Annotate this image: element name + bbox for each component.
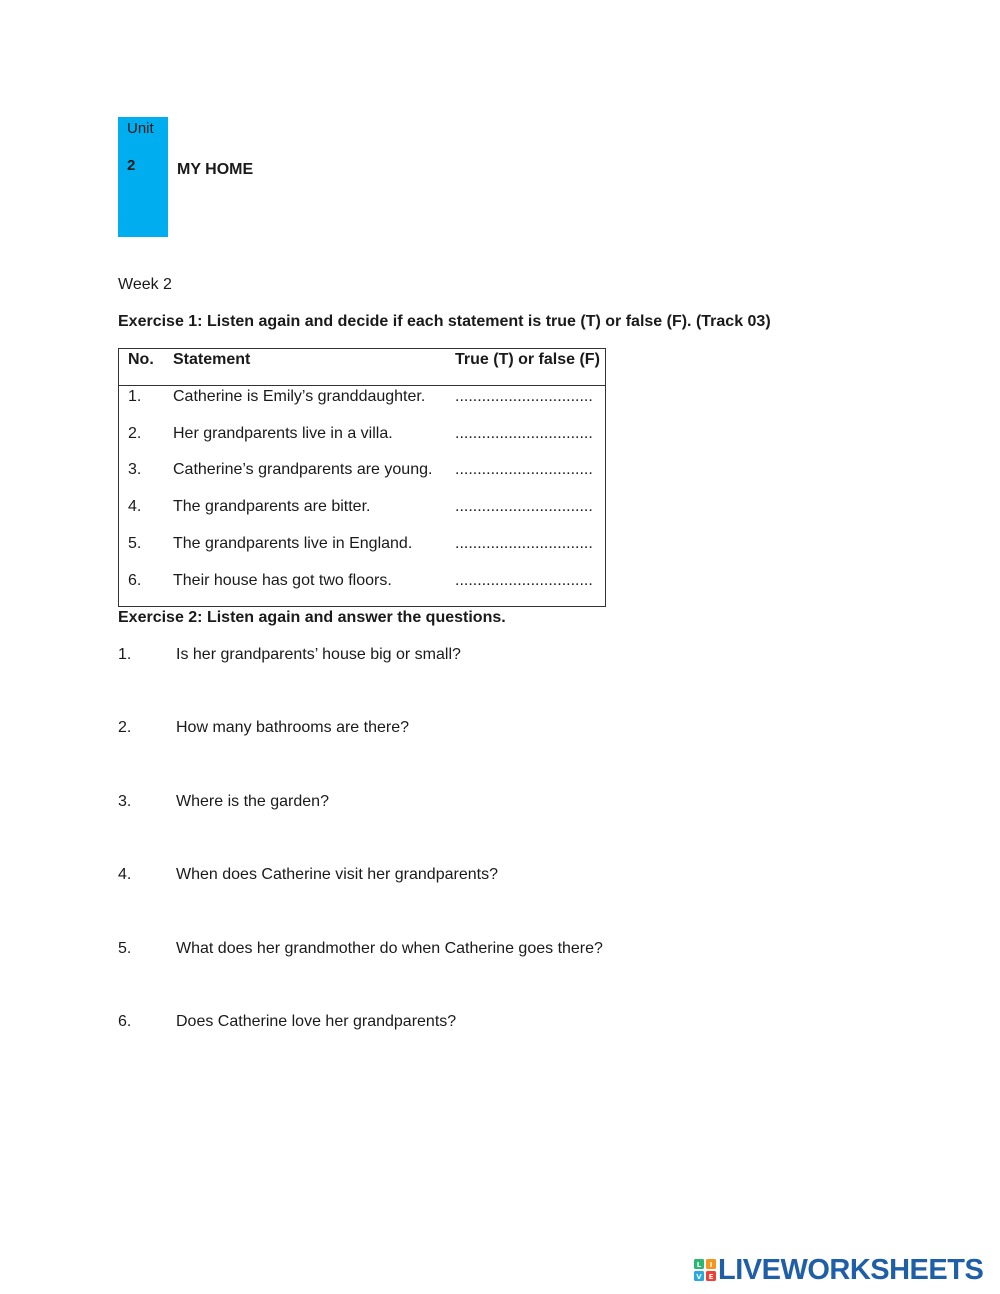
liveworksheets-logo-icon xyxy=(694,1259,716,1281)
week-label: Week 2 xyxy=(118,276,172,293)
question-item xyxy=(118,646,818,670)
question-item xyxy=(118,940,818,964)
question-text: Is her grandparents’ house big or small? xyxy=(176,646,461,663)
exercise-1-table xyxy=(118,348,606,607)
question-number: 6. xyxy=(118,1013,132,1030)
exercise-1-title: Exercise 1: Listen again and decide if each statement is true (T) or false (F). (Track 03) xyxy=(118,313,771,330)
question-number: 4. xyxy=(118,866,132,883)
question-item xyxy=(118,719,818,743)
table-row xyxy=(119,461,605,498)
table-row xyxy=(119,388,605,425)
question-text: How many bathrooms are there? xyxy=(176,719,409,736)
answer-blank[interactable]: ............................... xyxy=(455,425,593,442)
row-statement: Their house has got two floors. xyxy=(173,572,392,589)
answer-blank[interactable]: ............................... xyxy=(455,572,593,589)
row-statement: The grandparents live in England. xyxy=(173,535,413,552)
table-row xyxy=(119,572,605,609)
question-number: 3. xyxy=(118,793,132,810)
row-statement: Her grandparents live in a villa. xyxy=(173,425,393,442)
question-item xyxy=(118,866,818,890)
row-number: 5. xyxy=(128,535,142,552)
answer-blank[interactable]: ............................... xyxy=(455,461,593,478)
svg-text:I: I xyxy=(709,1261,713,1269)
question-text: Does Catherine love her grandparents? xyxy=(176,1013,457,1030)
table-row xyxy=(119,425,605,462)
unit-label: Unit xyxy=(127,120,154,137)
question-number: 5. xyxy=(118,940,132,957)
header-no: No. xyxy=(128,351,154,368)
svg-text:L: L xyxy=(696,1261,702,1269)
answer-blank[interactable]: ............................... xyxy=(455,535,593,552)
header-statement: Statement xyxy=(173,351,251,368)
row-number: 6. xyxy=(128,572,142,589)
unit-badge xyxy=(118,117,168,237)
question-text: What does her grandmother do when Catherine goes there? xyxy=(176,940,603,957)
row-statement: The grandparents are bitter. xyxy=(173,498,371,515)
logo-text: LIVEWORKSHEETS xyxy=(718,1254,984,1286)
row-statement: Catherine is Emily’s granddaughter. xyxy=(173,388,426,405)
unit-number: 2 xyxy=(127,157,136,174)
answer-blank[interactable]: ............................... xyxy=(455,498,593,515)
unit-title: MY HOME xyxy=(177,161,254,178)
row-statement: Catherine’s grandparents are young. xyxy=(173,461,433,478)
question-number: 2. xyxy=(118,719,132,736)
question-text: When does Catherine visit her grandparents? xyxy=(176,866,498,883)
table-row xyxy=(119,498,605,535)
row-number: 1. xyxy=(128,388,142,405)
question-number: 1. xyxy=(118,646,132,663)
row-number: 2. xyxy=(128,425,142,442)
table-row xyxy=(119,535,605,572)
row-number: 3. xyxy=(128,461,142,478)
question-item xyxy=(118,1013,818,1037)
header-answer: True (T) or false (F) xyxy=(455,351,600,368)
exercise-2-title: Exercise 2: Listen again and answer the questions. xyxy=(118,609,506,626)
question-item xyxy=(118,793,818,817)
svg-text:V: V xyxy=(696,1273,702,1281)
table-header xyxy=(119,349,605,386)
svg-text:E: E xyxy=(708,1273,714,1281)
row-number: 4. xyxy=(128,498,142,515)
answer-blank[interactable]: ............................... xyxy=(455,388,593,405)
question-text: Where is the garden? xyxy=(176,793,329,810)
